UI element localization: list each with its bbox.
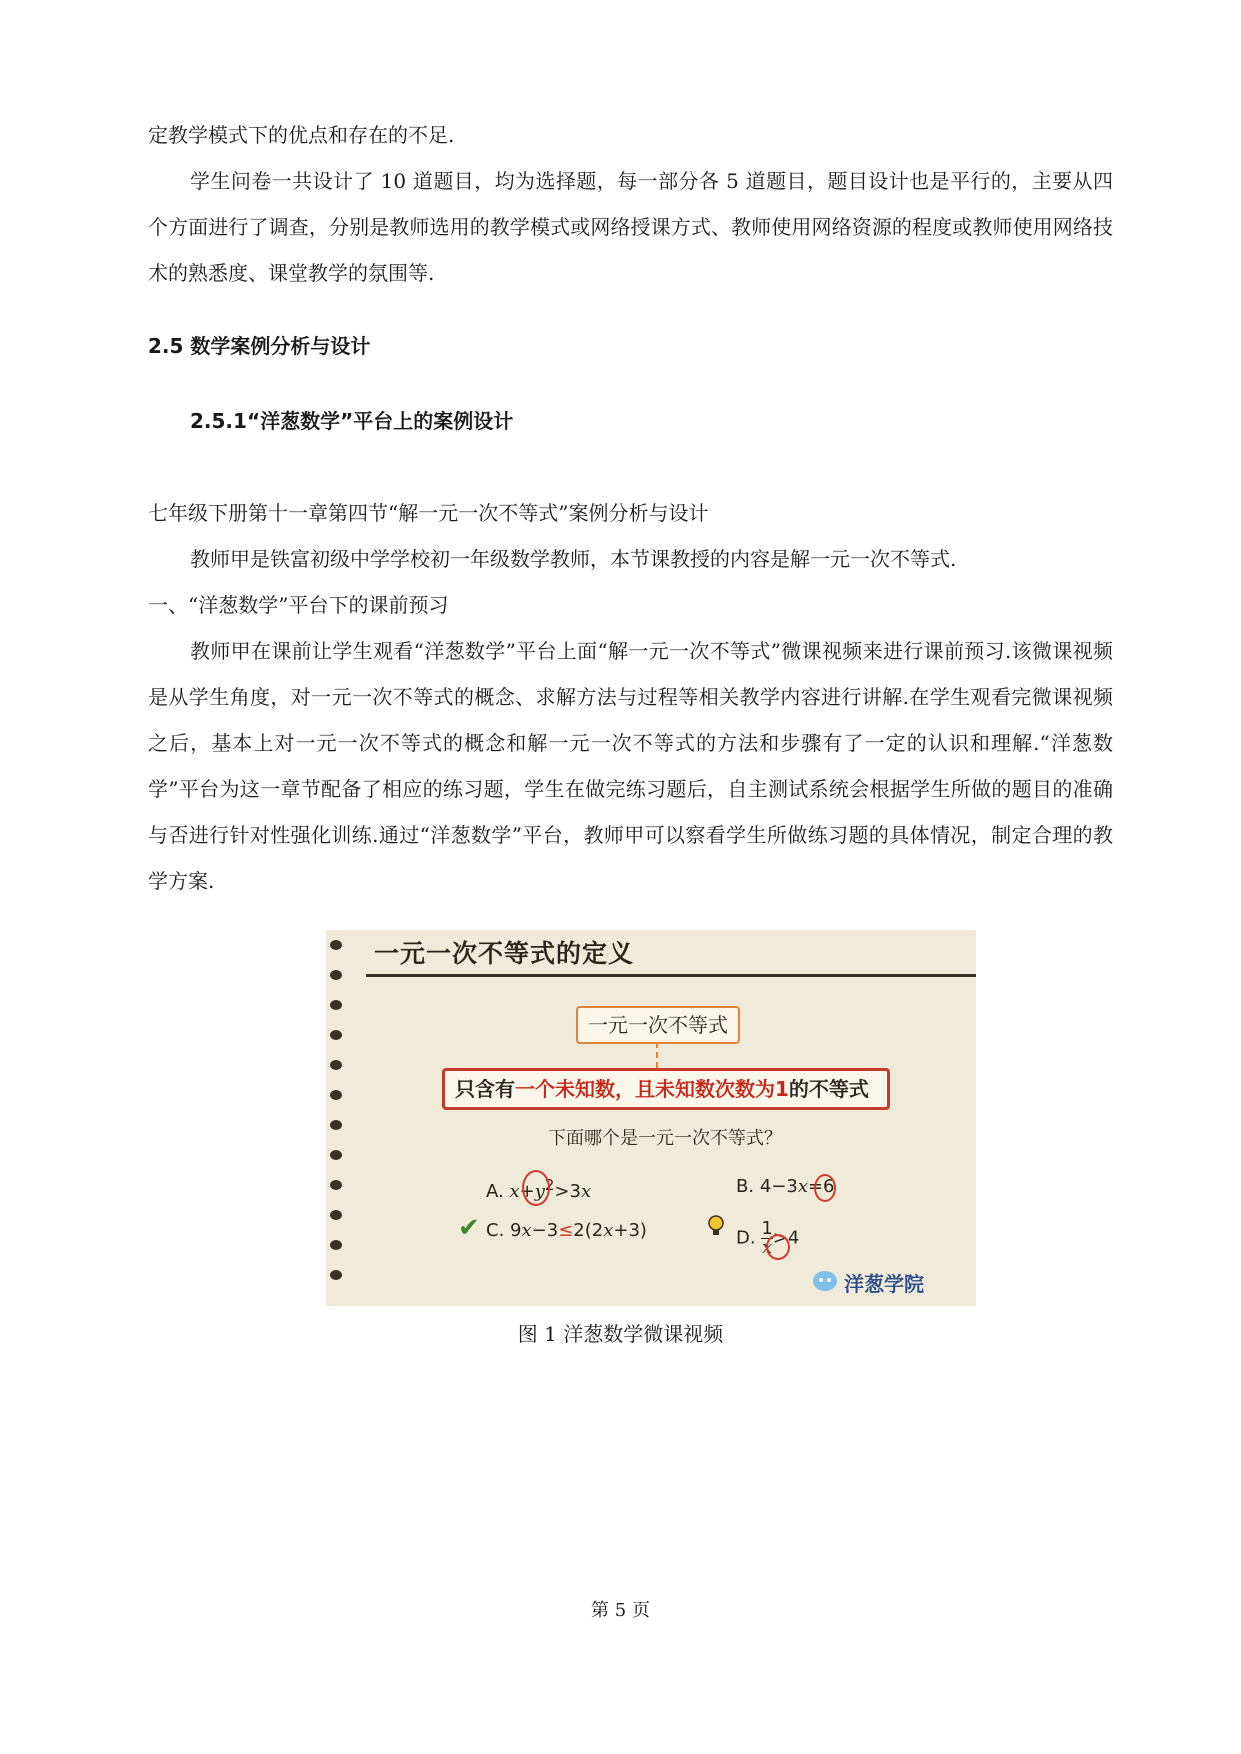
paragraph-preview-body: 教师甲在课前让学生观看“洋葱数学”平台上面“解一元一次不等式”微课视频来进行课前预习.该微课视频是从学生角度，对一元一次不等式的概念、求解方法与过程等相关教学内容进行讲解.在学生观看完微课视频之后，基本上对一元一次不等式的概念和解一元一次不等式的方法和步骤有了一定的认识和理解.“洋葱数学”平台为这一章节配备了相应的练习题，学生在做完练习题后，自主测试系统会根据学生所做的题目的准确与否进行针对性强化训练.通过“洋葱数学”平台，教师甲可以察看学生所做练习题的具体情况，制定合理的教学方案. (148, 639, 1113, 893)
section-heading-2-5-1: 2.5.1“洋葱数学”平台上的案例设计 (190, 409, 514, 433)
micro-lesson-screenshot (326, 930, 976, 1306)
slide-title: 一元一次不等式的定义 (374, 939, 635, 968)
term-box: 一元一次不等式 (576, 1006, 740, 1044)
brand-label: 洋葱学院 (844, 1272, 924, 1296)
page-number: 第 5 页 (591, 1600, 650, 1621)
paragraph-teacher-intro: 教师甲是铁富初级中学学校初一年级数学教师，本节课教授的内容是解一元一次不等式. (190, 547, 957, 571)
quiz-question: 下面哪个是一元一次不等式？ (548, 1128, 782, 1149)
option-a-error-mark (522, 1170, 550, 1206)
dashed-connector (656, 1042, 658, 1068)
option-c (486, 1220, 647, 1241)
option-d-formula: $\frac{1}{x}$ >4 (761, 1218, 800, 1258)
figure-caption: 图 1 洋葱数学微课视频 (517, 1322, 724, 1346)
option-b-error-mark (814, 1174, 836, 1202)
definition-part-a: 只含有 (455, 1077, 515, 1101)
option-d-label: D. (736, 1227, 756, 1249)
definition-part-c: 的不等式 (788, 1077, 869, 1101)
correct-check-icon: ✔ (458, 1213, 480, 1243)
section-heading-2-5: 2.5 数学案例分析与设计 (148, 334, 371, 358)
option-d-error-mark (766, 1234, 790, 1260)
paragraph-preview-heading: 一、“洋葱数学”平台下的课前预习 (148, 593, 449, 617)
option-a-label: A. (486, 1181, 504, 1202)
option-b-formula: 4−3x=6 (759, 1176, 835, 1197)
slide-title-rule (366, 974, 976, 977)
notebook-rings (326, 930, 354, 1306)
onion-logo-icon (812, 1268, 838, 1292)
option-c-label: C. (486, 1220, 505, 1241)
option-b-label: B. (736, 1176, 755, 1197)
lightbulb-icon (707, 1215, 725, 1237)
definition-part-b: 一个未知数，且未知数次数为1 (515, 1077, 789, 1101)
paragraph-intro-tail: 定教学模式下的优点和存在的不足. (148, 123, 455, 147)
paragraph-questionnaire: 学生问卷一共设计了 10 道题目，均为选择题，每一部分各 5 道题目，题目设计也是平行的，主要从四个方面进行了调查，分别是教师选用的教学模式或网络授课方式、教师使用网络资源的程度或教师使用网络技术的熟悉度、课堂教学的氛围等. (148, 169, 1113, 285)
paragraph-case-title: 七年级下册第十一章第四节“解一元一次不等式”案例分析与设计 (148, 501, 709, 525)
option-a-formula: $x+y^2>3x$ (509, 1176, 592, 1202)
option-c-formula: 9x−3≤2(2x+3) (510, 1220, 647, 1241)
definition-box (442, 1068, 890, 1110)
